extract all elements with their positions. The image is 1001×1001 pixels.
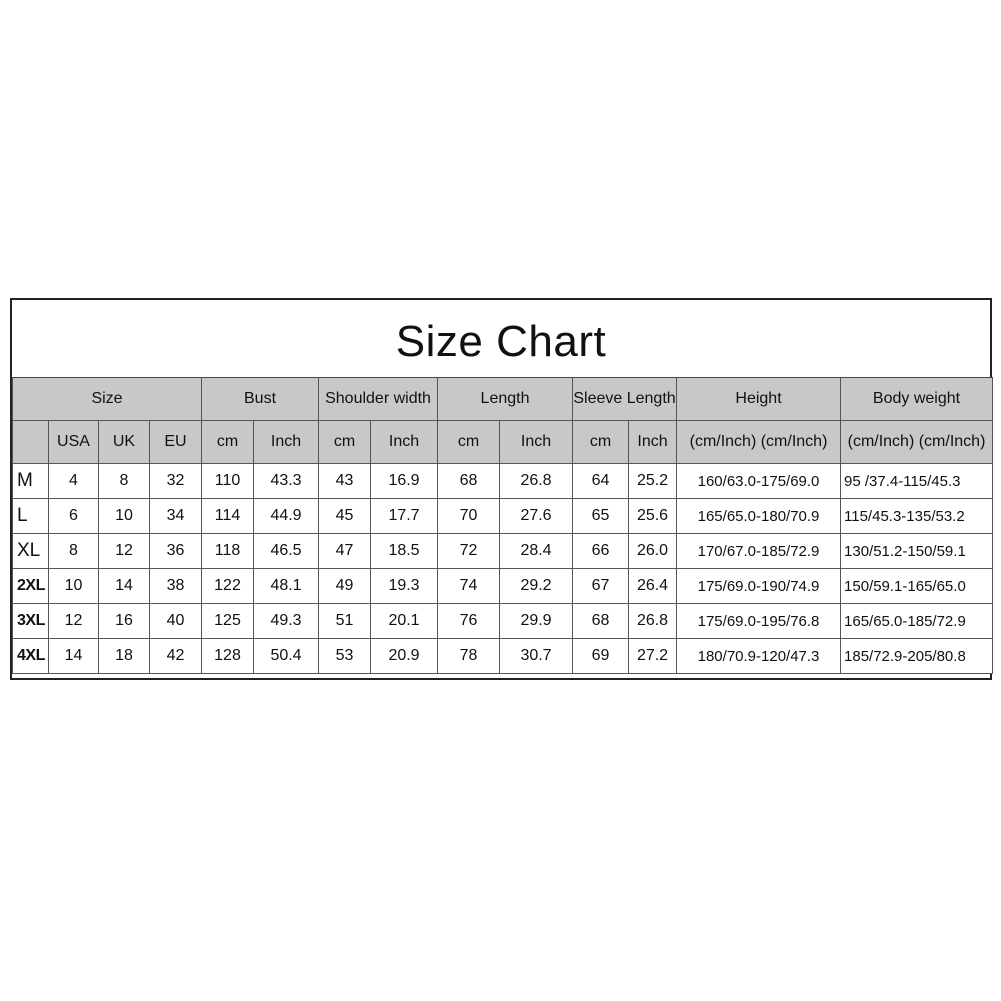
cell-length-inch: 29.2 [500, 569, 573, 604]
cell-uk: 16 [99, 604, 150, 639]
cell-sleeve-inch: 25.6 [629, 499, 677, 534]
cell-length-cm: 72 [438, 534, 500, 569]
cell-length-inch: 30.7 [500, 639, 573, 674]
unit-height: (cm/Inch) (cm/Inch) [677, 421, 841, 464]
cell-bust-inch: 49.3 [254, 604, 319, 639]
cell-shoulder-cm: 47 [319, 534, 371, 569]
cell-eu: 38 [150, 569, 202, 604]
unit-eu: EU [150, 421, 202, 464]
cell-sleeve-inch: 26.8 [629, 604, 677, 639]
cell-sleeve-inch: 26.4 [629, 569, 677, 604]
cell-shoulder-inch: 18.5 [371, 534, 438, 569]
cell-height: 180/70.9-120/47.3 [677, 639, 841, 674]
cell-bust-inch: 50.4 [254, 639, 319, 674]
cell-weight: 130/51.2-150/59.1 [841, 534, 993, 569]
cell-height: 175/69.0-190/74.9 [677, 569, 841, 604]
unit-sleeve-cm: cm [573, 421, 629, 464]
table-row [13, 569, 993, 604]
cell-shoulder-cm: 43 [319, 464, 371, 499]
cell-shoulder-inch: 19.3 [371, 569, 438, 604]
cell-bust-inch: 43.3 [254, 464, 319, 499]
unit-sleeve-inch: Inch [629, 421, 677, 464]
cell-eu: 42 [150, 639, 202, 674]
cell-usa: 10 [49, 569, 99, 604]
cell-weight: 165/65.0-185/72.9 [841, 604, 993, 639]
unit-row [13, 421, 993, 464]
size-label: 3XL [13, 604, 49, 639]
cell-uk: 8 [99, 464, 150, 499]
cell-shoulder-inch: 20.9 [371, 639, 438, 674]
cell-sleeve-cm: 65 [573, 499, 629, 534]
table-row [13, 499, 993, 534]
header-body-weight: Body weight [841, 378, 993, 421]
cell-weight: 185/72.9-205/80.8 [841, 639, 993, 674]
header-size: Size [13, 378, 202, 421]
size-label: M [13, 464, 49, 499]
cell-length-cm: 78 [438, 639, 500, 674]
cell-weight: 115/45.3-135/53.2 [841, 499, 993, 534]
cell-usa: 12 [49, 604, 99, 639]
cell-uk: 12 [99, 534, 150, 569]
size-label: 2XL [13, 569, 49, 604]
cell-sleeve-cm: 64 [573, 464, 629, 499]
cell-sleeve-cm: 66 [573, 534, 629, 569]
table-row [13, 639, 993, 674]
unit-bust-cm: cm [202, 421, 254, 464]
cell-length-cm: 70 [438, 499, 500, 534]
cell-shoulder-cm: 53 [319, 639, 371, 674]
unit-length-cm: cm [438, 421, 500, 464]
cell-length-inch: 27.6 [500, 499, 573, 534]
cell-usa: 14 [49, 639, 99, 674]
cell-weight: 95 /37.4-115/45.3 [841, 464, 993, 499]
cell-shoulder-inch: 20.1 [371, 604, 438, 639]
cell-sleeve-inch: 25.2 [629, 464, 677, 499]
cell-height: 160/63.0-175/69.0 [677, 464, 841, 499]
cell-height: 165/65.0-180/70.9 [677, 499, 841, 534]
size-label: XL [13, 534, 49, 569]
cell-sleeve-cm: 67 [573, 569, 629, 604]
unit-weight: (cm/Inch) (cm/Inch) [841, 421, 993, 464]
cell-shoulder-inch: 17.7 [371, 499, 438, 534]
table-row [13, 604, 993, 639]
cell-height: 175/69.0-195/76.8 [677, 604, 841, 639]
unit-shoulder-inch: Inch [371, 421, 438, 464]
cell-bust-inch: 48.1 [254, 569, 319, 604]
cell-usa: 4 [49, 464, 99, 499]
unit-shoulder-cm: cm [319, 421, 371, 464]
cell-sleeve-inch: 27.2 [629, 639, 677, 674]
cell-eu: 40 [150, 604, 202, 639]
cell-usa: 8 [49, 534, 99, 569]
size-chart [10, 298, 992, 680]
cell-length-inch: 26.8 [500, 464, 573, 499]
cell-eu: 34 [150, 499, 202, 534]
cell-bust-cm: 125 [202, 604, 254, 639]
cell-shoulder-cm: 49 [319, 569, 371, 604]
unit-uk: UK [99, 421, 150, 464]
cell-shoulder-cm: 45 [319, 499, 371, 534]
cell-length-cm: 74 [438, 569, 500, 604]
cell-eu: 36 [150, 534, 202, 569]
unit-length-inch: Inch [500, 421, 573, 464]
header-height: Height [677, 378, 841, 421]
size-label: 4XL [13, 639, 49, 674]
cell-sleeve-cm: 68 [573, 604, 629, 639]
unit-usa: USA [49, 421, 99, 464]
cell-uk: 18 [99, 639, 150, 674]
cell-bust-inch: 46.5 [254, 534, 319, 569]
cell-eu: 32 [150, 464, 202, 499]
cell-bust-cm: 122 [202, 569, 254, 604]
cell-shoulder-cm: 51 [319, 604, 371, 639]
cell-bust-cm: 128 [202, 639, 254, 674]
cell-height: 170/67.0-185/72.9 [677, 534, 841, 569]
cell-sleeve-cm: 69 [573, 639, 629, 674]
cell-length-inch: 28.4 [500, 534, 573, 569]
cell-bust-inch: 44.9 [254, 499, 319, 534]
cell-sleeve-inch: 26.0 [629, 534, 677, 569]
cell-bust-cm: 110 [202, 464, 254, 499]
header-row [13, 378, 993, 421]
cell-length-inch: 29.9 [500, 604, 573, 639]
cell-usa: 6 [49, 499, 99, 534]
cell-uk: 14 [99, 569, 150, 604]
unit-blank [13, 421, 49, 464]
chart-title: Size Chart [395, 317, 607, 366]
unit-bust-inch: Inch [254, 421, 319, 464]
size-table [12, 377, 993, 674]
cell-length-cm: 68 [438, 464, 500, 499]
cell-bust-cm: 114 [202, 499, 254, 534]
header-length: Length [438, 378, 573, 421]
cell-bust-cm: 118 [202, 534, 254, 569]
table-row [13, 464, 993, 499]
size-label: L [13, 499, 49, 534]
cell-uk: 10 [99, 499, 150, 534]
header-shoulder-width: Shoulder width [319, 378, 438, 421]
header-sleeve-length: Sleeve Length [573, 378, 677, 421]
table-row [13, 534, 993, 569]
cell-length-cm: 76 [438, 604, 500, 639]
cell-shoulder-inch: 16.9 [371, 464, 438, 499]
header-bust: Bust [202, 378, 319, 421]
cell-weight: 150/59.1-165/65.0 [841, 569, 993, 604]
